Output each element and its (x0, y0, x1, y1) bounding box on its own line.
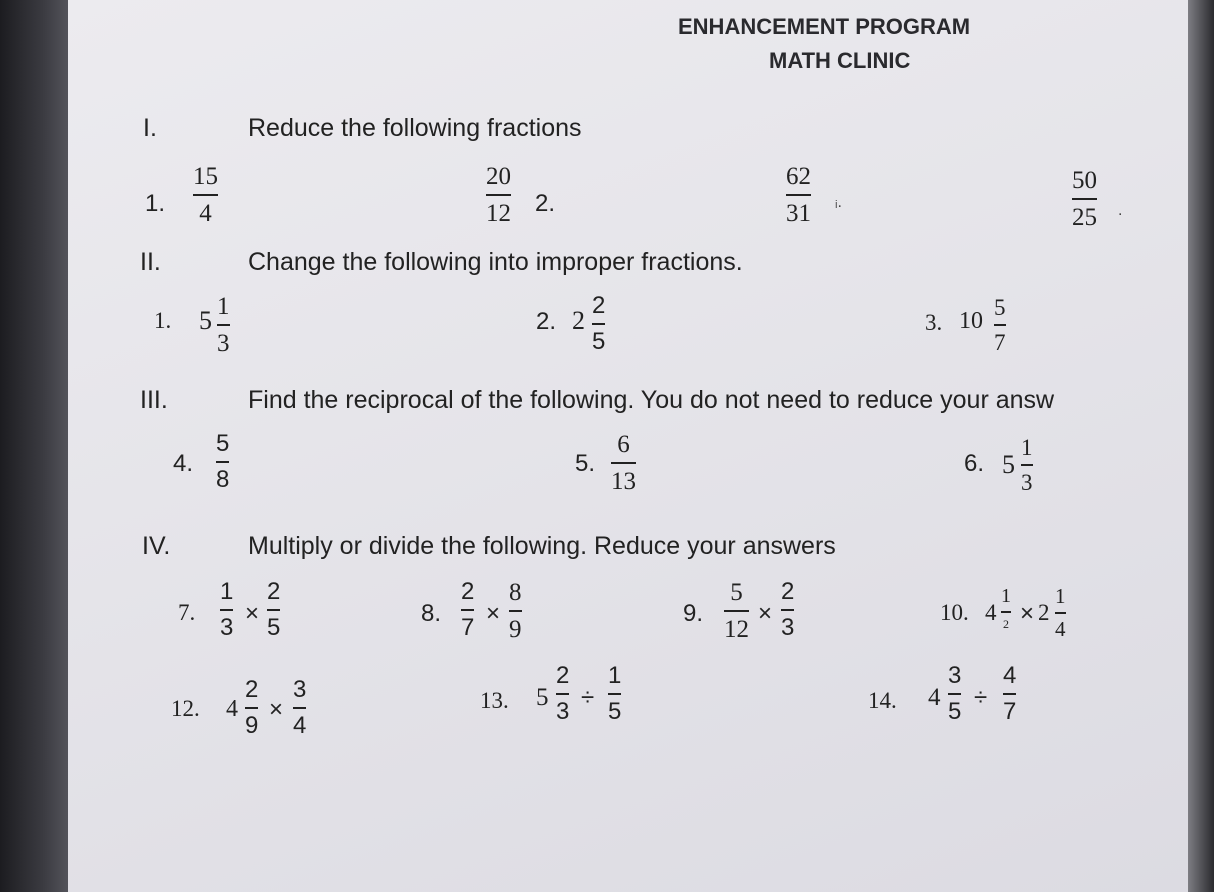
fraction-bar (267, 609, 280, 611)
fraction-bar (556, 693, 569, 695)
fraction-5-7 (994, 296, 1006, 354)
item-3-mark: ᵢ. (835, 194, 842, 211)
numerator: 1 (608, 662, 622, 689)
fraction-20-12 (486, 164, 511, 226)
denominator: 5 (592, 328, 606, 355)
item-10-label: 10. (940, 600, 969, 625)
fraction-bar (592, 323, 605, 325)
denominator: 12 (724, 616, 749, 643)
fraction-6-13 (611, 432, 636, 494)
whole-number: 2 (1038, 600, 1050, 625)
fraction-bar (724, 610, 749, 612)
section-1-instruction: Reduce the following fractions (248, 114, 582, 142)
worksheet-page (68, 0, 1188, 892)
section-3-instruction: Find the reciprocal of the following. You do not need to reduce your answ (248, 386, 1055, 414)
whole-number: 4 (226, 696, 238, 722)
fraction-2-3 (556, 664, 569, 724)
denominator: 5 (267, 614, 281, 641)
denominator: 3 (781, 614, 795, 641)
denominator: 3 (556, 698, 570, 725)
fraction-1-3 (220, 580, 233, 640)
fraction-1-4 (1055, 586, 1066, 640)
denominator: 31 (786, 200, 811, 227)
fraction-bar (948, 693, 961, 695)
section-4-instruction: Multiply or divide the following. Reduce your answers (248, 532, 836, 560)
whole-number: 5 (199, 306, 212, 335)
whole-number: 10 (959, 308, 983, 334)
right-dark-edge (1184, 0, 1214, 892)
numerator: 2 (245, 676, 259, 703)
multiply-sign: × (486, 600, 501, 627)
left-dark-edge (0, 0, 70, 892)
item-14-label: 14. (868, 688, 897, 713)
item-5-label: 5. (575, 450, 596, 477)
item-8-label: 8. (421, 600, 442, 627)
item-1-label: 1. (145, 190, 166, 217)
multiply-sign: × (758, 600, 773, 627)
numerator: 6 (617, 431, 630, 458)
item-9-label: 9. (683, 600, 704, 627)
item-ii-2-label: 2. (536, 308, 557, 335)
fraction-4-7 (1003, 664, 1016, 724)
fraction-5-12 (724, 580, 749, 642)
multiply-sign: × (245, 600, 260, 627)
clinic-title: MATH CLINIC (769, 48, 911, 73)
fraction-2-5 (592, 294, 605, 354)
fraction-62-31 (786, 164, 811, 226)
denominator: 3 (217, 330, 230, 357)
fraction-bar (786, 194, 811, 196)
numerator: 3 (293, 676, 307, 703)
fraction-bar (608, 693, 621, 695)
numerator: 3 (948, 662, 962, 689)
section-2-instruction: Change the following into improper fractions. (248, 248, 743, 276)
fraction-bar (1055, 612, 1066, 614)
fraction-1-3 (1021, 436, 1033, 494)
whole-number: 2 (572, 306, 585, 335)
fraction-bar (461, 609, 474, 611)
fraction-bar (1001, 611, 1011, 613)
fraction-5-8 (216, 432, 229, 492)
numerator: 2 (592, 292, 606, 319)
denominator: 7 (994, 330, 1006, 355)
numerator: 15 (193, 163, 218, 190)
numerator: 1 (1001, 585, 1011, 607)
denominator: 7 (461, 614, 475, 641)
fraction-bar (509, 610, 522, 612)
denominator: 2 (1003, 617, 1009, 631)
program-title: ENHANCEMENT PROGRAM (678, 14, 971, 39)
numerator: 5 (994, 295, 1006, 320)
numerator: 2 (461, 578, 475, 605)
section-1-numeral: I. (143, 114, 157, 142)
fraction-bar (245, 707, 258, 709)
numerator: 20 (486, 163, 511, 190)
fraction-2-9 (245, 678, 258, 738)
section-2-numeral: II. (140, 248, 161, 276)
numerator: 1 (217, 293, 230, 320)
denominator: 9 (245, 712, 259, 739)
denominator: 9 (509, 616, 522, 643)
fraction-bar (1003, 693, 1016, 695)
fraction-bar (611, 462, 636, 464)
fraction-bar (486, 194, 511, 196)
section-3-numeral: III. (140, 386, 168, 414)
denominator: 25 (1072, 204, 1097, 231)
item-ii-1-label: 1. (154, 308, 172, 333)
fraction-15-4 (193, 164, 218, 226)
whole-number: 5 (536, 684, 549, 711)
denominator: 12 (486, 200, 511, 227)
denominator: 13 (611, 468, 636, 495)
numerator: 8 (509, 579, 522, 606)
numerator: 1 (1021, 435, 1033, 460)
fraction-bar (1072, 198, 1097, 200)
fraction-1-5 (608, 664, 621, 724)
fraction-bar (781, 609, 794, 611)
numerator: 1 (220, 578, 234, 605)
numerator: 4 (1003, 662, 1017, 689)
denominator: 8 (216, 466, 230, 493)
item-6-label: 6. (964, 450, 985, 477)
denominator: 5 (948, 698, 962, 725)
fraction-2-3 (781, 580, 794, 640)
fraction-bar (293, 707, 306, 709)
denominator: 5 (608, 698, 622, 725)
fraction-1-2 (1001, 586, 1011, 630)
numerator: 50 (1072, 167, 1097, 194)
multiply-sign: × (269, 696, 284, 723)
divide-sign: ÷ (581, 684, 595, 711)
whole-number: 4 (985, 600, 997, 625)
fraction-2-5 (267, 580, 280, 640)
fraction-2-7 (461, 580, 474, 640)
denominator: 3 (220, 614, 234, 641)
numerator: 2 (556, 662, 570, 689)
fraction-50-25 (1072, 168, 1097, 230)
item-7-label: 7. (178, 600, 196, 625)
numerator: 1 (1055, 584, 1066, 608)
fraction-bar (220, 609, 233, 611)
item-13-label: 13. (480, 688, 509, 713)
section-4-numeral: IV. (142, 532, 171, 560)
item-12-label: 12. (171, 696, 200, 721)
fraction-8-9 (509, 580, 522, 642)
fraction-bar (217, 324, 230, 326)
numerator: 5 (730, 579, 743, 606)
whole-number: 4 (928, 684, 941, 711)
denominator: 4 (199, 200, 212, 227)
denominator: 4 (1055, 617, 1066, 641)
item-ii-3-label: 3. (925, 310, 943, 335)
fraction-bar (193, 194, 218, 196)
item-2-label: 2. (535, 190, 556, 217)
numerator: 62 (786, 163, 811, 190)
fraction-3-5 (948, 664, 961, 724)
numerator: 2 (267, 578, 281, 605)
fraction-bar (994, 324, 1006, 326)
whole-number: 5 (1002, 450, 1015, 479)
fraction-bar (216, 461, 229, 463)
denominator: 4 (293, 712, 307, 739)
denominator: 7 (1003, 698, 1017, 725)
numerator: 5 (216, 430, 230, 457)
denominator: 3 (1021, 470, 1033, 495)
item-4-label: 4. (173, 450, 194, 477)
item-4-mark: . (1118, 202, 1123, 219)
fraction-bar (1021, 464, 1033, 466)
multiply-sign: × (1020, 600, 1035, 627)
fraction-1-3 (217, 294, 230, 356)
numerator: 2 (781, 578, 795, 605)
divide-sign: ÷ (974, 684, 988, 711)
fraction-3-4 (293, 678, 306, 738)
